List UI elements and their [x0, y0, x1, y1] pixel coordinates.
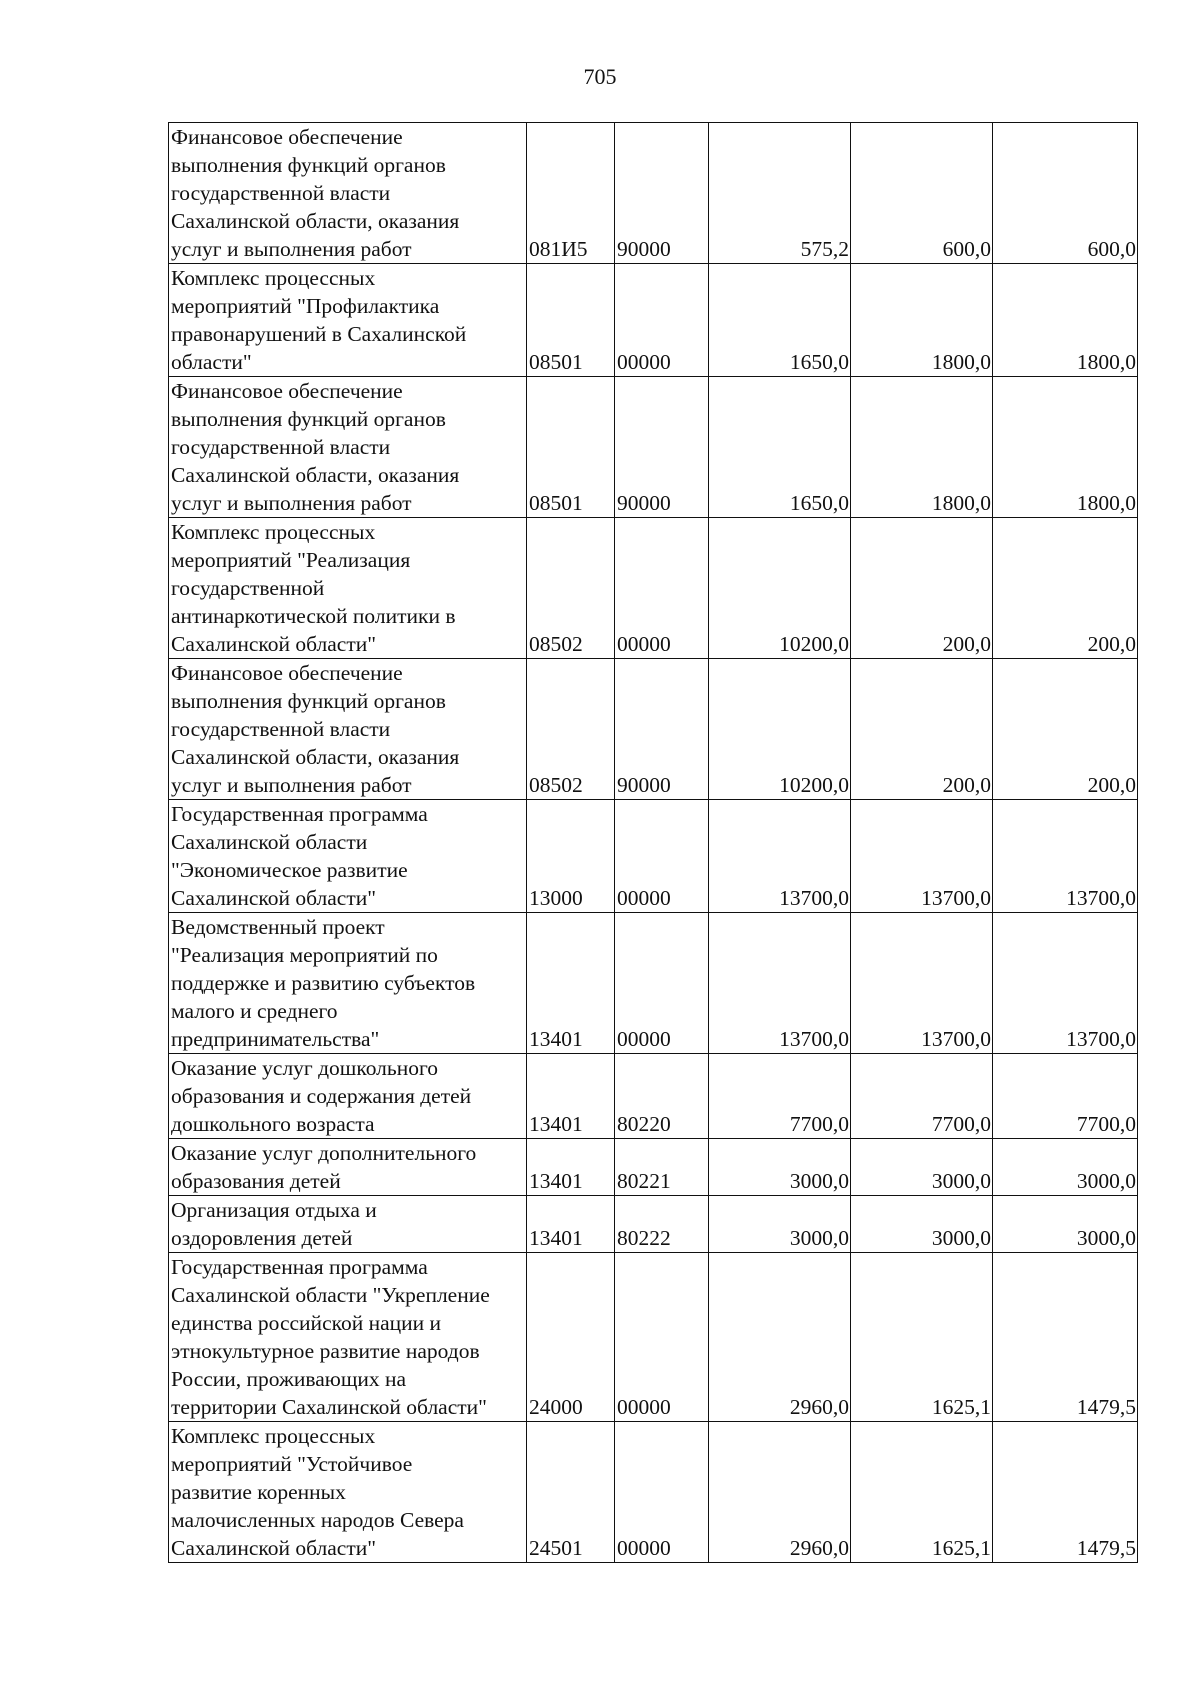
row-value-2-cell: 1625,1: [851, 1253, 993, 1422]
row-value-2-cell: 3000,0: [851, 1139, 993, 1196]
row-direction-code-cell: 90000: [615, 123, 709, 264]
row-value-1-cell: 13700,0: [709, 800, 851, 913]
row-value-3-cell: 3000,0: [993, 1139, 1138, 1196]
row-name-cell: Оказание услуг дошкольного образования и содержания детей дошкольного возраста: [169, 1054, 527, 1139]
row-name-cell: Оказание услуг дополнительного образования детей: [169, 1139, 527, 1196]
table-row: [169, 913, 1138, 1054]
row-name-cell: Комплекс процессных мероприятий "Профилактика правонарушений в Сахалинской области": [169, 264, 527, 377]
row-target-code-cell: 08502: [527, 518, 615, 659]
table-row: [169, 1139, 1138, 1196]
row-value-1-cell: 2960,0: [709, 1422, 851, 1563]
row-name-cell: Организация отдыха и оздоровления детей: [169, 1196, 527, 1253]
row-target-code-cell: 08502: [527, 659, 615, 800]
row-name-cell: Финансовое обеспечение выполнения функций органов государственной власти Сахалинской области, оказания услуг и выполнения работ: [169, 123, 527, 264]
row-value-3-cell: 13700,0: [993, 913, 1138, 1054]
row-value-1-cell: 10200,0: [709, 518, 851, 659]
row-direction-code-cell: 00000: [615, 264, 709, 377]
row-target-code-cell: 08501: [527, 264, 615, 377]
row-value-1-cell: 3000,0: [709, 1139, 851, 1196]
row-value-3-cell: 1479,5: [993, 1253, 1138, 1422]
row-direction-code-cell: 80220: [615, 1054, 709, 1139]
row-value-1-cell: 575,2: [709, 123, 851, 264]
row-name-cell: Комплекс процессных мероприятий "Реализация государственной антинаркотической политики в Сахалинской области": [169, 518, 527, 659]
row-target-code-cell: 13401: [527, 1054, 615, 1139]
row-name-cell: Финансовое обеспечение выполнения функций органов государственной власти Сахалинской области, оказания услуг и выполнения работ: [169, 659, 527, 800]
row-value-3-cell: 600,0: [993, 123, 1138, 264]
row-value-1-cell: 10200,0: [709, 659, 851, 800]
table-row: [169, 123, 1138, 264]
table-row: [169, 1196, 1138, 1253]
row-value-2-cell: 1625,1: [851, 1422, 993, 1563]
row-direction-code-cell: 00000: [615, 913, 709, 1054]
row-value-2-cell: 7700,0: [851, 1054, 993, 1139]
row-direction-code-cell: 00000: [615, 800, 709, 913]
row-value-2-cell: 200,0: [851, 518, 993, 659]
row-value-2-cell: 13700,0: [851, 800, 993, 913]
row-target-code-cell: 24501: [527, 1422, 615, 1563]
row-direction-code-cell: 80222: [615, 1196, 709, 1253]
row-value-3-cell: 200,0: [993, 518, 1138, 659]
row-value-1-cell: 7700,0: [709, 1054, 851, 1139]
row-value-1-cell: 1650,0: [709, 264, 851, 377]
row-name-cell: Государственная программа Сахалинской области "Экономическое развитие Сахалинской области": [169, 800, 527, 913]
row-value-2-cell: 3000,0: [851, 1196, 993, 1253]
row-name-cell: Государственная программа Сахалинской области "Укрепление единства российской нации и этнокультурное развитие народов России, проживающих на территории Сахалинской области": [169, 1253, 527, 1422]
row-name-cell: Комплекс процессных мероприятий "Устойчивое развитие коренных малочисленных народов Севера Сахалинской области": [169, 1422, 527, 1563]
table-row: [169, 800, 1138, 913]
row-target-code-cell: 13401: [527, 913, 615, 1054]
table-row: [169, 264, 1138, 377]
row-target-code-cell: 081И5: [527, 123, 615, 264]
row-value-2-cell: 13700,0: [851, 913, 993, 1054]
row-direction-code-cell: 00000: [615, 1422, 709, 1563]
row-target-code-cell: 13401: [527, 1139, 615, 1196]
budget-table-body: [169, 123, 1138, 1563]
row-value-3-cell: 1800,0: [993, 377, 1138, 518]
row-value-3-cell: 7700,0: [993, 1054, 1138, 1139]
row-value-2-cell: 200,0: [851, 659, 993, 800]
row-value-3-cell: 1479,5: [993, 1422, 1138, 1563]
row-value-3-cell: 13700,0: [993, 800, 1138, 913]
row-name-cell: Финансовое обеспечение выполнения функций органов государственной власти Сахалинской области, оказания услуг и выполнения работ: [169, 377, 527, 518]
row-direction-code-cell: 00000: [615, 518, 709, 659]
row-direction-code-cell: 00000: [615, 1253, 709, 1422]
row-name-cell: Ведомственный проект "Реализация мероприятий по поддержке и развитию субъектов малого и среднего предпринимательства": [169, 913, 527, 1054]
row-value-1-cell: 1650,0: [709, 377, 851, 518]
row-direction-code-cell: 90000: [615, 659, 709, 800]
row-value-3-cell: 3000,0: [993, 1196, 1138, 1253]
row-value-3-cell: 200,0: [993, 659, 1138, 800]
row-value-2-cell: 600,0: [851, 123, 993, 264]
table-row: [169, 1054, 1138, 1139]
row-value-2-cell: 1800,0: [851, 377, 993, 518]
row-value-1-cell: 2960,0: [709, 1253, 851, 1422]
page-number: 705: [583, 64, 617, 89]
row-target-code-cell: 24000: [527, 1253, 615, 1422]
row-target-code-cell: 13000: [527, 800, 615, 913]
table-row: [169, 1253, 1138, 1422]
row-value-3-cell: 1800,0: [993, 264, 1138, 377]
row-value-1-cell: 13700,0: [709, 913, 851, 1054]
table-row: [169, 659, 1138, 800]
budget-table: [168, 122, 1138, 1563]
row-direction-code-cell: 80221: [615, 1139, 709, 1196]
row-target-code-cell: 08501: [527, 377, 615, 518]
row-value-1-cell: 3000,0: [709, 1196, 851, 1253]
row-target-code-cell: 13401: [527, 1196, 615, 1253]
row-direction-code-cell: 90000: [615, 377, 709, 518]
table-row: [169, 1422, 1138, 1563]
table-row: [169, 377, 1138, 518]
table-row: [169, 518, 1138, 659]
row-value-2-cell: 1800,0: [851, 264, 993, 377]
